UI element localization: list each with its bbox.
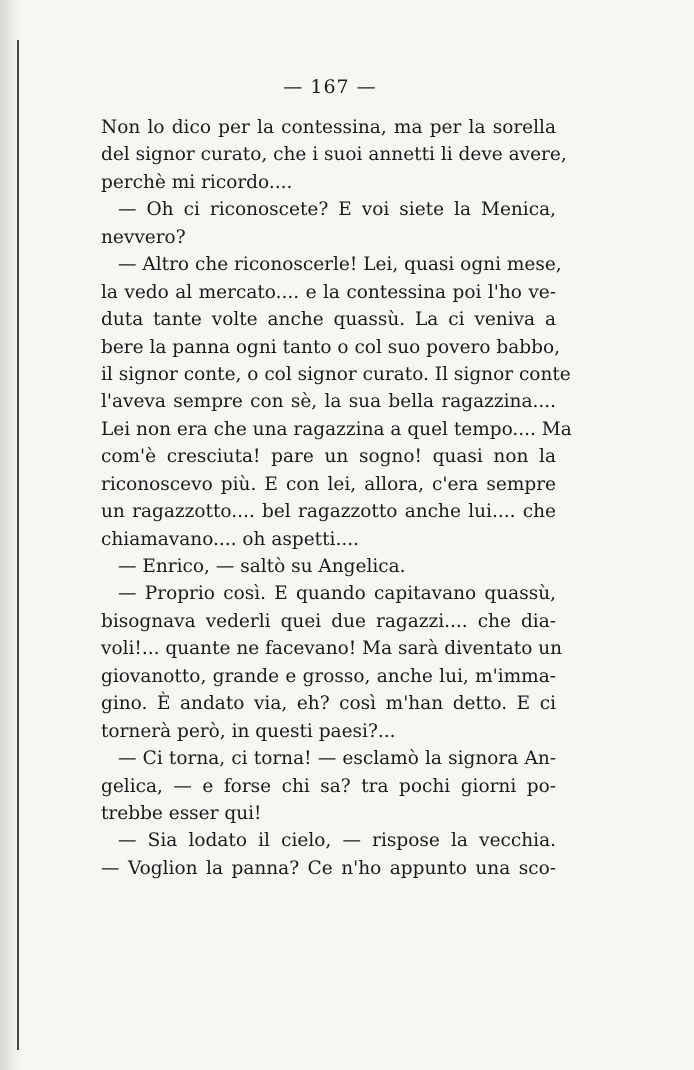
text-line: com'è cresciuta! pare un sogno! quasi non la [101,446,556,468]
text-line: nevvero? [101,226,186,248]
text-line: perchè mi ricordo.... [101,171,293,193]
page-binding-line [17,40,19,1050]
text-line: tornerà però, in questi paesi?... [101,720,396,742]
text-line: giovanotto, grande e grosso, anche lui, m'imma- [101,665,556,687]
text-line: trebbe esser qui! [101,802,262,824]
text-line: un ragazzotto.... bel ragazzotto anche lui.... che [101,501,556,523]
text-line: — Sia lodato il cielo, — rispose la vecchia. [118,830,556,852]
text-line: — Oh ci riconoscete? E voi siete la Menica, [118,199,556,221]
text-line: gelica, — e forse chi sa? tra pochi giorni po- [101,775,556,797]
text-line: del signor curato, che i suoi annetti li deve avere, [101,144,567,166]
text-line: — Voglion la panna? Ce n'ho appunto una sco- [101,857,556,879]
text-line: riconoscevo più. E con lei, allora, c'era sempre [101,473,556,495]
text-line: Non lo dico per la contessina, ma per la sorella [101,117,556,138]
text-line: il signor conte, o col signor curato. Il signor conte [101,363,571,385]
text-line: Lei non era che una ragazzina a quel tempo.... Ma [101,418,572,440]
text-line: — Proprio così. E quando capitavano quassù, [118,583,556,605]
text-line: l'aveva sempre con sè, la sua bella ragazzina.... [101,391,556,413]
text-line: — Enrico, — saltò su Angelica. [118,556,406,577]
page-number: — 167 — [283,76,377,98]
text-line: duta tante volte anche quassù. La ci veniva a [101,309,556,331]
text-line: — Altro che riconoscerle! Lei, quasi ogni mese, [118,254,562,276]
text-line: gino. È andato via, eh? così m'han detto. E ci [101,693,556,715]
text-line: bere la panna ogni tanto o col suo povero babbo, [101,336,560,358]
text-line: la vedo al mercato.... e la contessina poi l'ho ve- [101,281,556,303]
text-line: voli!... quante ne facevano! Ma sarà diventato un [101,638,563,660]
text-line: bisognava vederli quei due ragazzi.... che dia- [101,610,556,632]
body-text [101,114,572,882]
text-line: — Ci torna, ci torna! — esclamò la signora An- [118,748,556,770]
text-line: chiamavano.... oh aspetti.... [101,528,359,550]
